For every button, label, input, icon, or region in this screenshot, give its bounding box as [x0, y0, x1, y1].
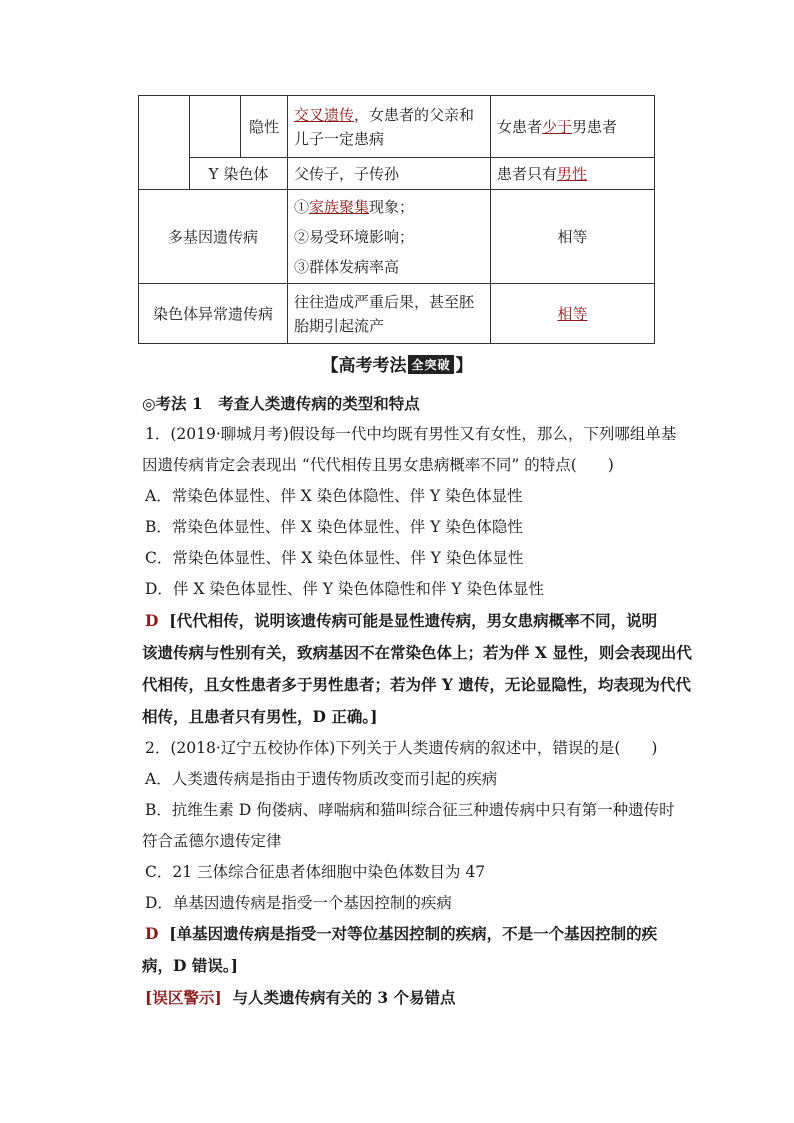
table-cell-subtype: 隐性 — [241, 96, 288, 158]
question-2-stem: 2．(2018·辽宁五校协作体)下列关于人类遗传病的叙述中，错误的是( ) — [145, 739, 658, 757]
option-c: C．21 三体综合征患者体细胞中染色体数目为 47 — [145, 863, 486, 881]
option-b: B．常染色体显性、伴 X 染色体显性、伴 Y 染色体隐性 — [145, 518, 523, 536]
option-a: A．常染色体显性、伴 X 染色体隐性、伴 Y 染色体显性 — [145, 487, 523, 505]
question-1-stem-cont: 因遗传病肯定会表现出 “代代相传且男女患病概率不同” 的特点( ) — [142, 456, 614, 474]
answer-explanation: D [代代相传，说明该遗传病可能是显性遗传病，男女患病概率不同，说明 — [145, 611, 658, 630]
option-a: A．人类遗传病是指由于遗传物质改变而引起的疾病 — [145, 770, 498, 788]
table-cell-empty — [190, 96, 241, 158]
table-cell-empty — [139, 96, 190, 190]
answer-letter: D — [145, 611, 159, 630]
table-cell-feature: 交叉遗传，女患者的父亲和 儿子一定患病 — [288, 96, 491, 158]
question-1-stem: 1．(2019·聊城月考)假设每一代中均既有男性又有女性，那么，下列哪组单基 — [145, 425, 677, 443]
table-row — [139, 284, 655, 344]
table-cell-feature: ①家族聚集现象； ②易受环境影响； ③群体发病率高 — [288, 190, 491, 284]
method-title: ◎考法 1 考查人类遗传病的类型和特点 — [142, 394, 420, 413]
key-term: 交叉遗传 — [294, 105, 355, 124]
answer-explanation-cont: 相传，且患者只有男性，D 正确。] — [142, 707, 378, 726]
option-d: D．伴 X 染色体显性、伴 Y 染色体隐性和伴 Y 染色体显性 — [145, 580, 544, 598]
key-term: 家族聚集 — [309, 197, 370, 216]
option-d: D．单基因遗传病是指受一个基因控制的疾病 — [145, 894, 452, 912]
key-term: 相等 — [557, 304, 588, 323]
table-cell-feature: 往往造成严重后果，甚至胚 胎期引起流产 — [288, 284, 491, 344]
key-term: 男性 — [557, 164, 588, 183]
table-cell-ratio: 患者只有男性 — [491, 158, 655, 190]
section-heading: 【高考考法 全突破 】 — [321, 356, 473, 376]
table-cell-ratio — [491, 284, 655, 344]
table-row — [139, 96, 655, 158]
heading-badge: 全突破 — [408, 355, 453, 374]
table-row — [139, 158, 655, 190]
answer-explanation-cont: 病，D 错误。] — [142, 956, 238, 975]
mistake-warning: [误区警示] 与人类遗传病有关的 3 个易错点 — [145, 988, 456, 1007]
table-cell-feature: 父传子，子传孙 — [288, 158, 491, 190]
table-row — [139, 190, 655, 284]
table-cell-type: 染色体异常遗传病 — [139, 284, 288, 344]
answer-explanation-cont: 该遗传病与性别有关，致病基因不在常染色体上；若为伴 X 显性，则会表现出代 — [142, 643, 692, 662]
table-cell-ratio: 相等 — [491, 190, 655, 284]
key-term: 少于 — [542, 117, 573, 136]
option-b-cont: 符合孟德尔遗传定律 — [142, 832, 282, 850]
warning-tag: [误区警示] — [145, 988, 222, 1007]
table-cell-type: Y 染色体 — [190, 158, 288, 190]
genetics-table — [138, 95, 655, 344]
answer-letter: D — [145, 924, 159, 943]
option-c: C．常染色体显性、伴 X 染色体显性、伴 Y 染色体显性 — [145, 549, 524, 567]
table-cell-type: 多基因遗传病 — [139, 190, 288, 284]
table-cell-ratio: 女患者少于男患者 — [491, 96, 655, 158]
option-b: B．抗维生素 D 佝偻病、哮喘病和猫叫综合征三种遗传病中只有第一种遗传时 — [145, 801, 675, 819]
answer-explanation: D [单基因遗传病是指受一对等位基因控制的疾病，不是一个基因控制的疾 — [145, 924, 658, 943]
answer-explanation-cont: 代相传，且女性患者多于男性患者；若为伴 Y 遗传，无论显隐性，均表现为代代 — [142, 675, 691, 694]
